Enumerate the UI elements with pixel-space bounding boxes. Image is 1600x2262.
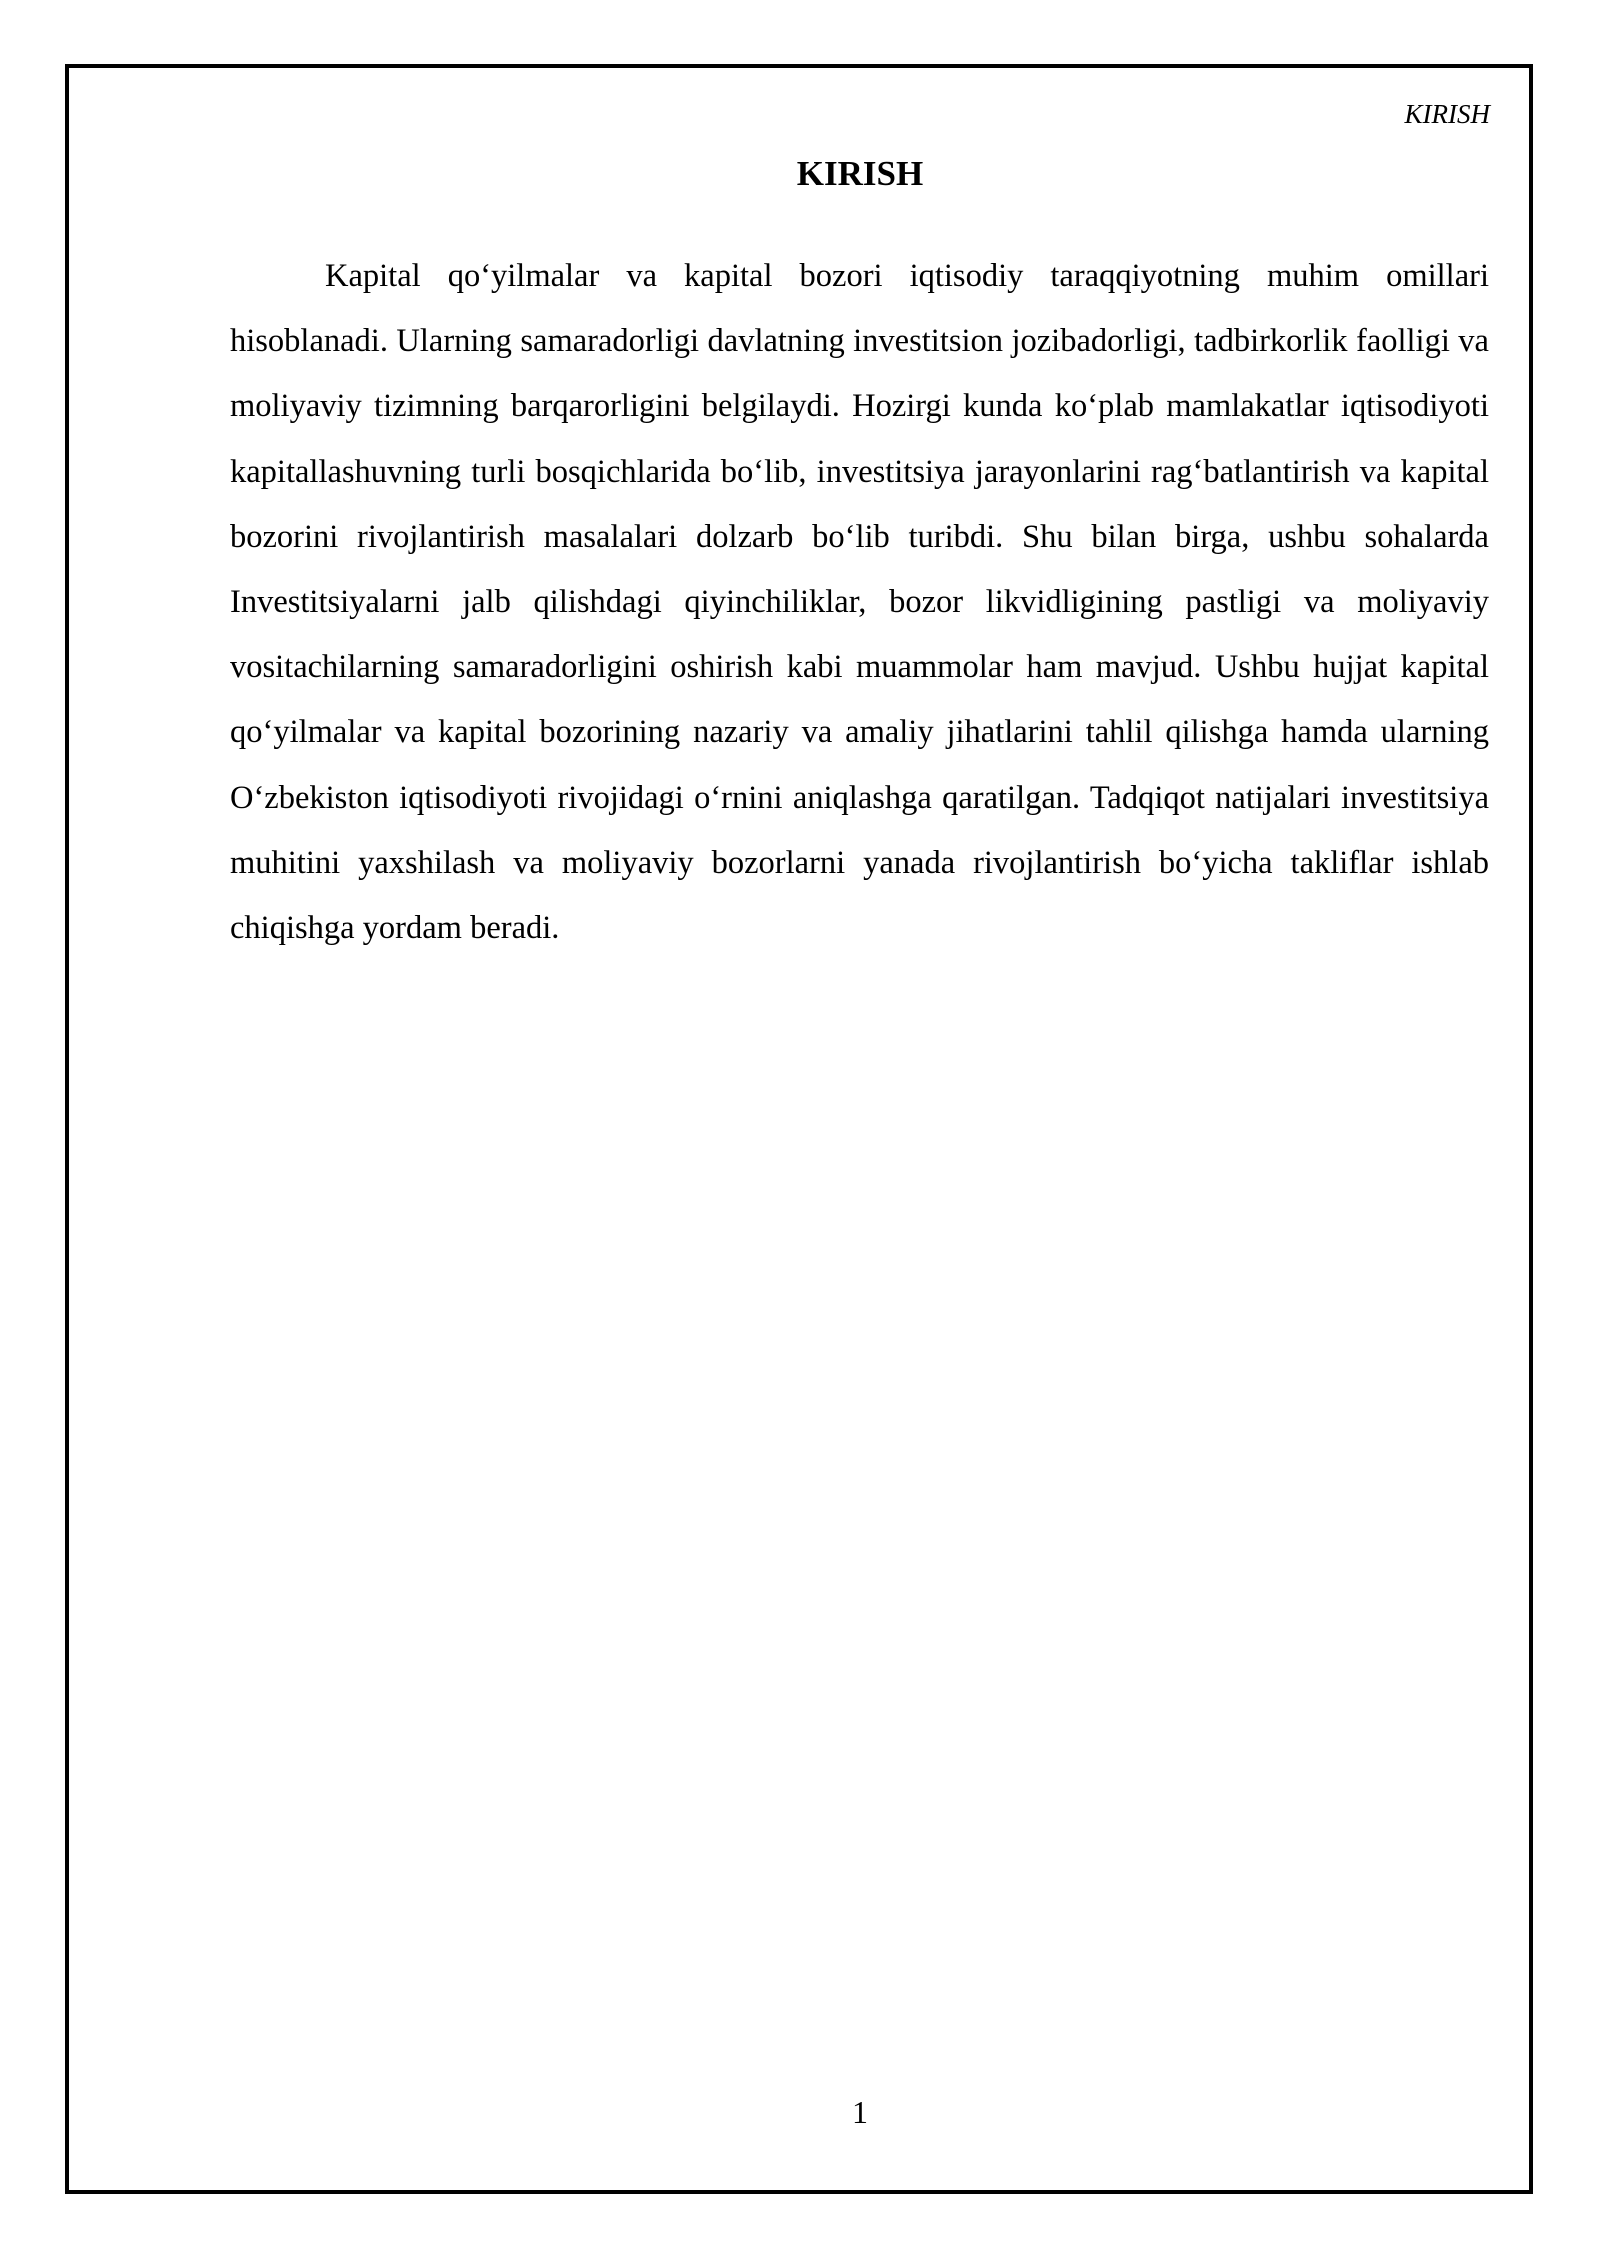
running-header: KIRISH	[1404, 99, 1490, 129]
page-number: 1	[852, 2094, 868, 2130]
body-paragraph: Kapital qo‘yilmalar va kapital bozori iqtisodiy taraqqiyotning muhim omillari hisoblanadi. Ularning samaradorligi davlatning investitsion jozibadorligi, tadbirkorlik faolligi va moliyaviy tizimning barqarorligini belgilaydi. Hozirgi kunda ko‘plab mamlakatlar iqtisodiyoti kapitallashuvning turli bosqichlarida bo‘lib, investitsiya jarayonlarini rag‘batlantirish va kapital bozorini rivojlantirish masalalari dolzarb bo‘lib turibdi. Shu bilan birga, ushbu sohalarda Investitsiyalarni jalb qilishdagi qiyinchiliklar, bozor likvidligining pastligi va moliyaviy vositachilarning samaradorligini oshirish kabi muammolar ham mavjud. Ushbu hujjat kapital qo‘yilmalar va kapital bozorining nazariy va amaliy jihatlarini tahlil qilishga hamda ularning O‘zbekiston iqtisodiyoti rivojidagi o‘rnini aniqlashga qaratilgan. Tadqiqot natijalari investitsiya muhitini yaxshilash va moliyaviy bozorlarni yanada rivojlantirish bo‘yicha takliflar ishlab chiqishga yordam beradi.	[230, 258, 1489, 947]
page-title: KIRISH	[796, 154, 924, 193]
